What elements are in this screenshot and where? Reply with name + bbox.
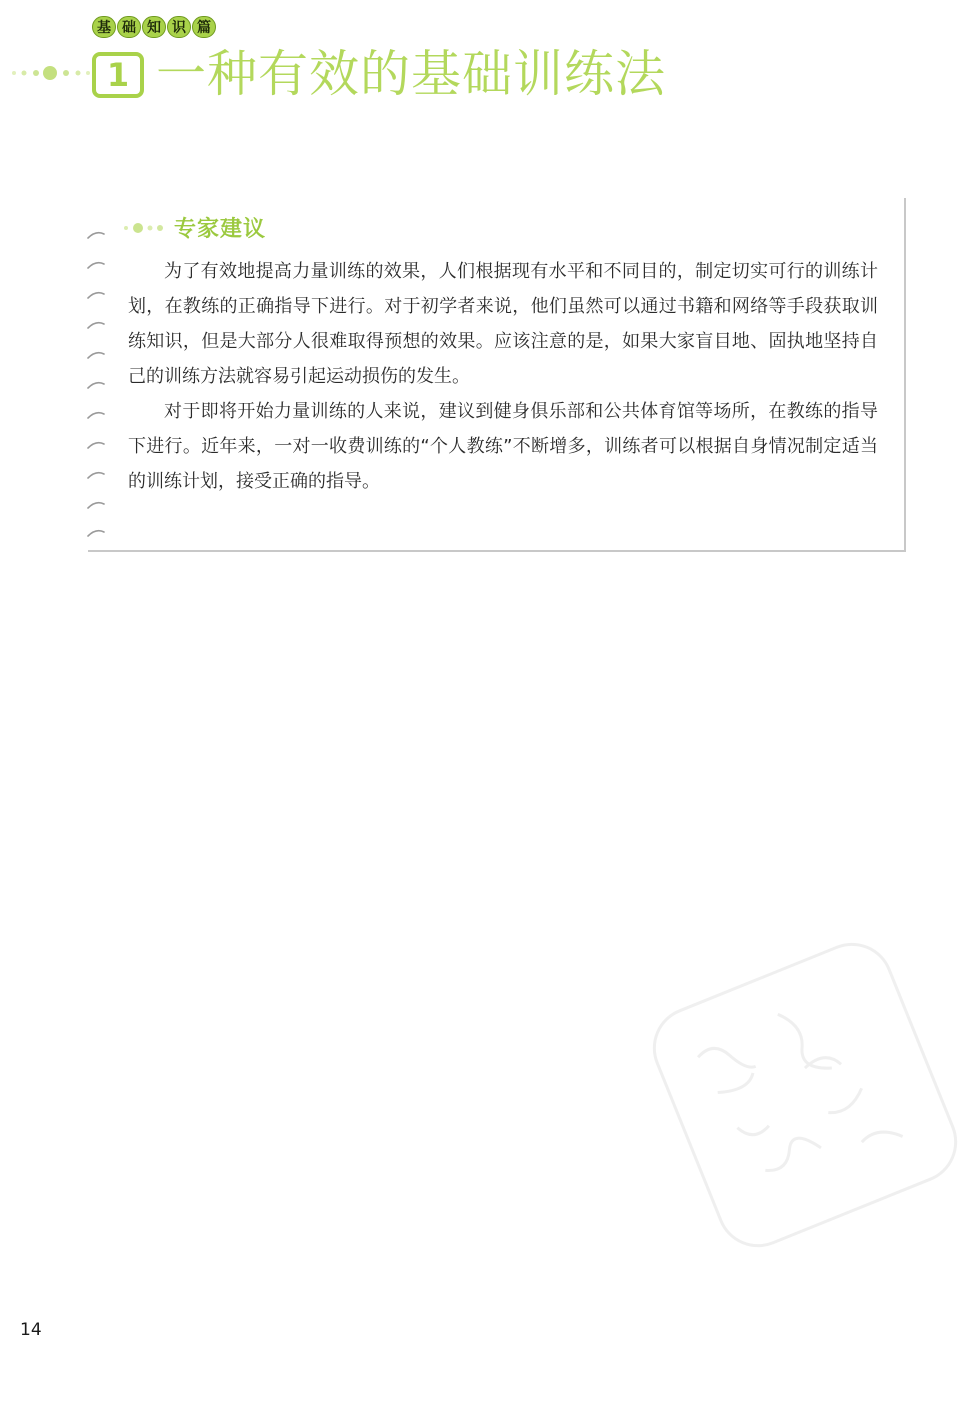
advice-paragraph: 为了有效地提高力量训练的效果，人们根据现有水平和不同目的，制定切实可行的训练计划，在教练的正确指导下进行。对于初学者来说，他们虽然可以通过书籍和网络等手段获取训练知识，但是大部分人很难取得预想的效果。应该注意的是，如果大家盲目地、固执地坚持自己的训练方法就容易引起运动损伤的发生。 xyxy=(128,261,878,387)
advice-heading xyxy=(120,212,266,243)
advice-body xyxy=(128,254,878,499)
section-tag-char: 础 xyxy=(117,16,141,38)
advice-heading-label: 专家建议 xyxy=(174,217,267,242)
decorative-dots-icon xyxy=(8,63,98,83)
chapter-number: 1 xyxy=(92,52,144,98)
section-tag-char: 基 xyxy=(92,16,116,38)
chapter-title: 一种有效的基础训练法 xyxy=(156,45,666,103)
heading-dots-icon xyxy=(120,218,172,238)
section-tag-char: 篇 xyxy=(192,16,216,38)
notebook-spiral-icon xyxy=(84,222,110,542)
advice-paragraph: 对于即将开始力量训练的人来说，建议到健身俱乐部和公共体育馆等场所，在教练的指导下进行。近年来，一对一收费训练的“个人教练”不断增多，训练者可以根据自身情况制定适当的训练计划，接受正确的指导。 xyxy=(128,401,878,492)
section-tag xyxy=(92,16,216,40)
section-tag-char: 知 xyxy=(142,16,166,38)
seal-watermark-icon xyxy=(640,930,970,1260)
section-tag-char: 识 xyxy=(167,16,191,38)
page-number: 14 xyxy=(20,1320,42,1340)
